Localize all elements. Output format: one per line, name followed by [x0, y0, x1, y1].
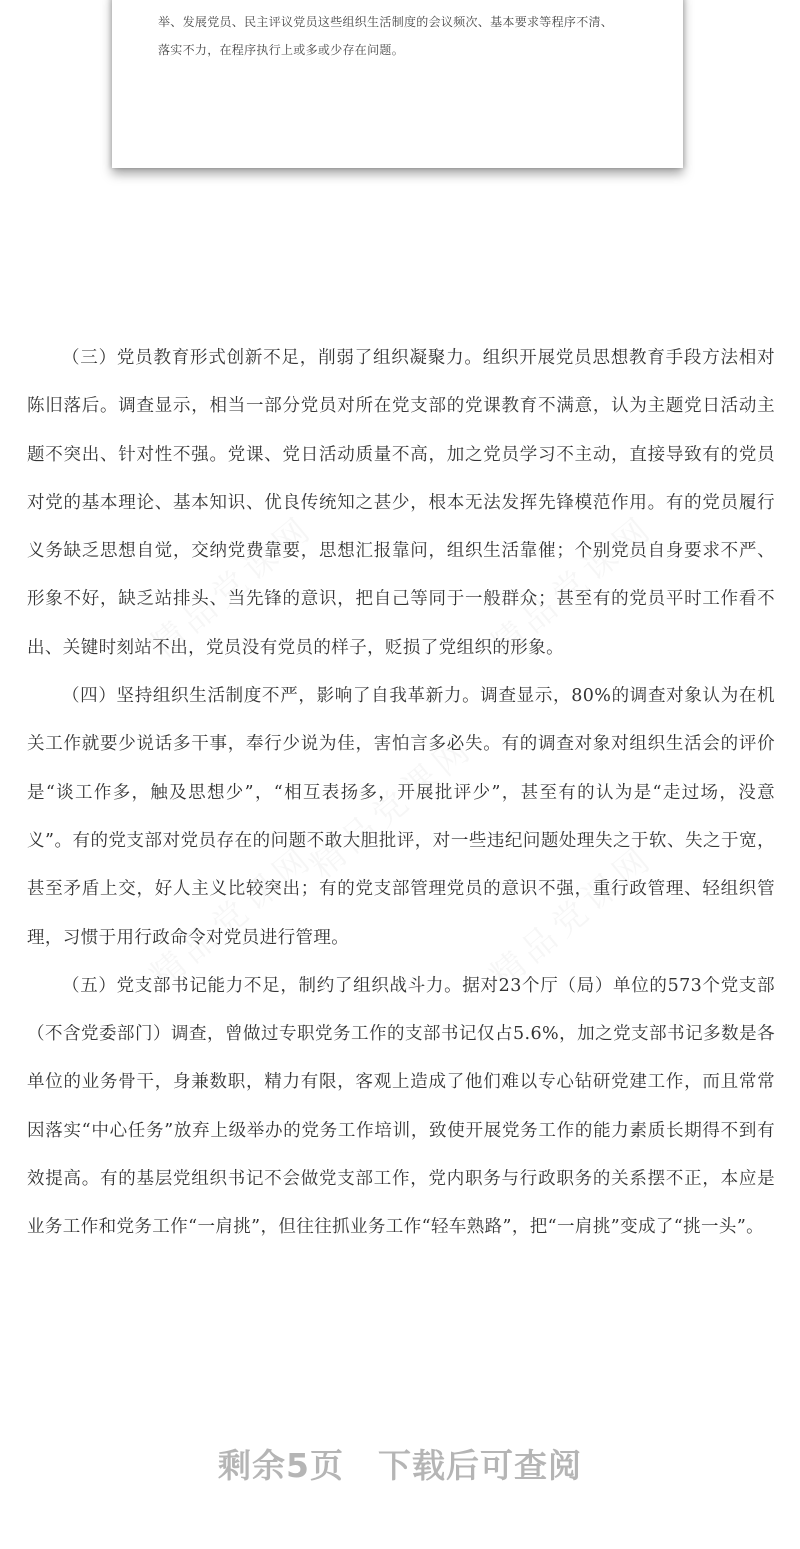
- card-text-line: 举、发展党员、民主评议党员这些组织生活制度的会议频次、基本要求等程序不清、: [158, 15, 614, 29]
- document-body: [27, 334, 775, 1252]
- remaining-pages-label: 剩余5页: [218, 1446, 344, 1485]
- download-prompt-banner[interactable]: [0, 1440, 800, 1487]
- previous-page-card: [112, 0, 683, 168]
- download-to-view-label: 下载后可查阅: [377, 1446, 582, 1485]
- paragraph-4: （四）坚持组织生活制度不严，影响了自我革新力。调查显示，80%的调查对象认为在机关工作就要少说话多干事，奉行少说为佳，害怕言多必失。有的调查对象对组织生活会的评价是“谈工作多，触及思想少”，“相互表扬多，开展批评少”，甚至有的认为是“走过场，没意义”。有的党支部对党员存在的问题不敢大胆批评，对一些违纪问题处理失之于软、失之于宽，甚至矛盾上交，好人主义比较突出；有的党支部管理党员的意识不强，重行政管理、轻组织管理，习惯于用行政命令对党员进行管理。: [27, 686, 775, 948]
- card-text-line: 落实不力，在程序执行上或多或少存在问题。: [158, 43, 405, 57]
- paragraph-5: （五）党支部书记能力不足，制约了组织战斗力。据对23个厅（局）单位的573个党支部（不含党委部门）调查，曾做过专职党务工作的支部书记仅占5.6%，加之党支部书记多数是各单位的业务骨干，身兼数职，精力有限，客观上造成了他们难以专心钻研党建工作，而且常常因落实“中心任务”放弃上级举办的党务工作培训，致使开展党务工作的能力素质长期得不到有效提高。有的基层党组织书记不会做党支部工作，党内职务与行政职务的关系摆不正，本应是业务工作和党务工作“一肩挑”，但往往抓业务工作“轻车熟路”，把“一肩挑”变成了“挑一头”。: [27, 975, 775, 1238]
- paragraph-3: （三）党员教育形式创新不足，削弱了组织凝聚力。组织开展党员思想教育手段方法相对陈旧落后。调查显示，相当一部分党员对所在党支部的党课教育不满意，认为主题党日活动主题不突出、针对性不强。党课、党日活动质量不高，加之党员学习不主动，直接导致有的党员对党的基本理论、基本知识、优良传统知之甚少，根本无法发挥先锋模范作用。有的党员履行义务缺乏思想自觉，交纳党费靠要，思想汇报靠问，组织生活靠催；个别党员自身要求不严、形象不好，缺乏站排头、当先锋的意识，把自己等同于一般群众；甚至有的党员平时工作看不出、关键时刻站不出，党员没有党员的样子，贬损了党组织的形象。: [27, 348, 775, 658]
- previous-page-text: [158, 8, 658, 64]
